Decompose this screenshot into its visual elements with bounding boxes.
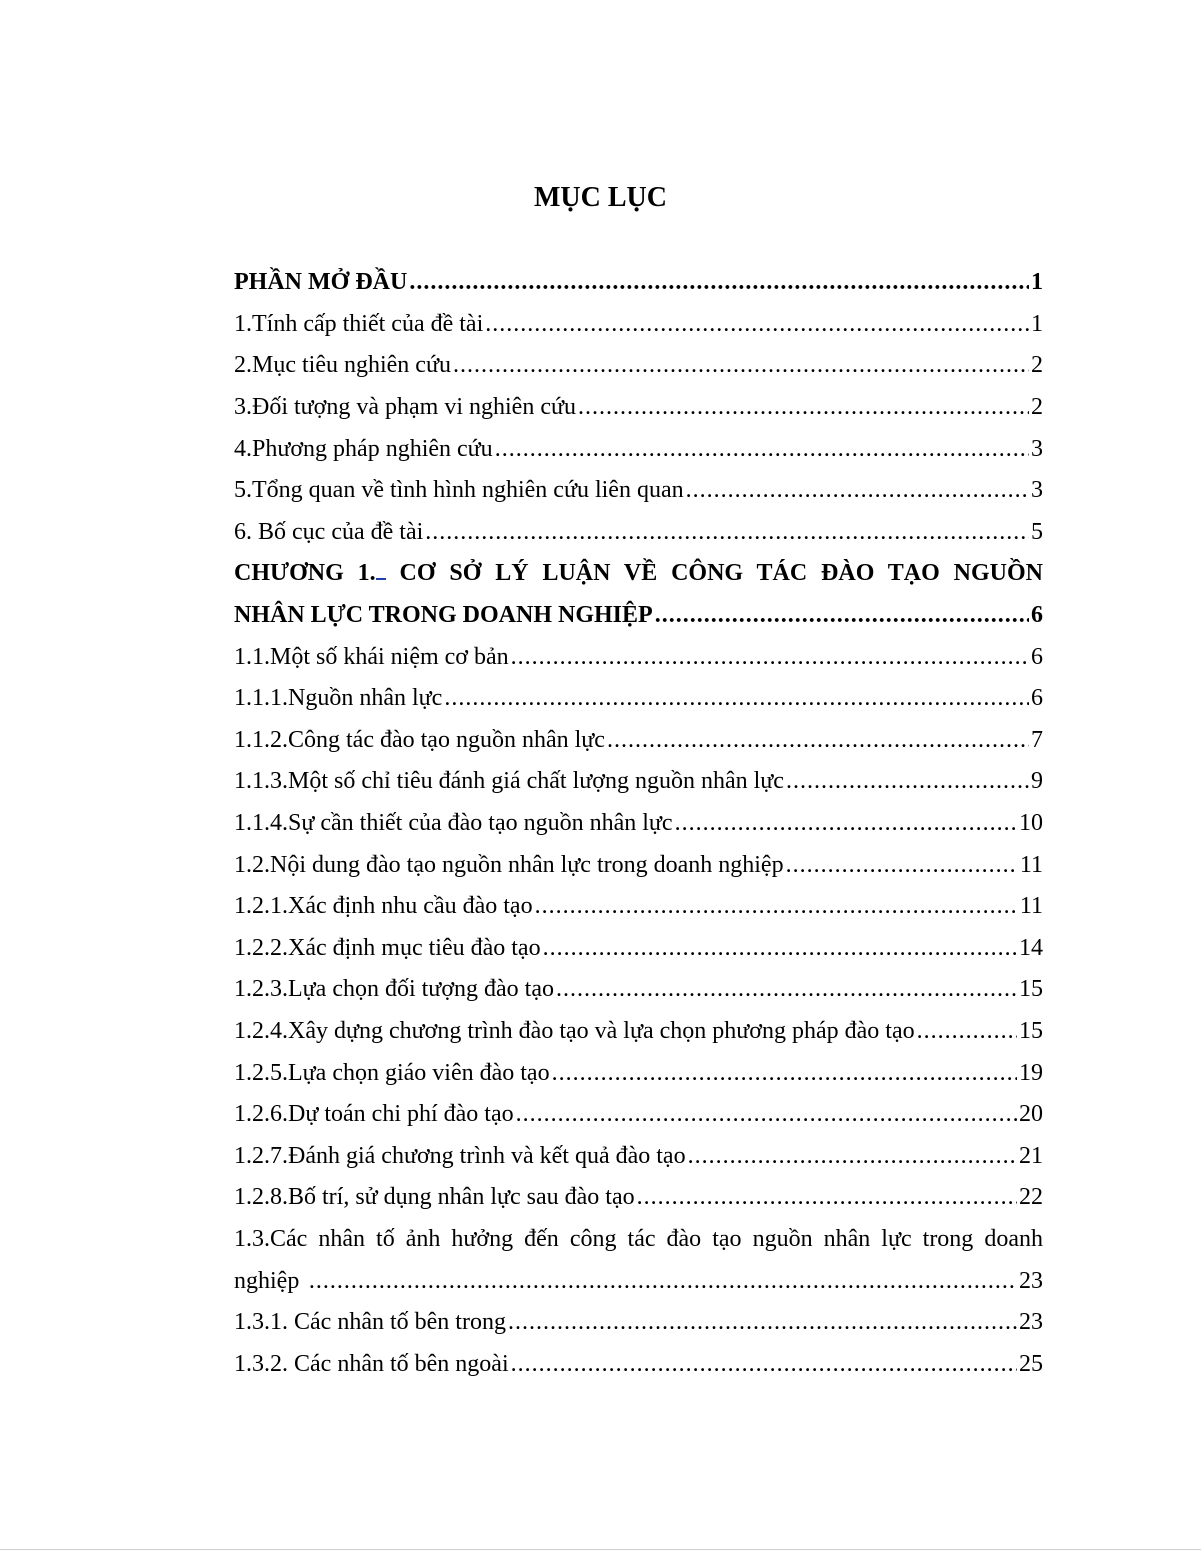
- toc-entry[interactable]: [234, 678, 1043, 720]
- toc-entry-label: 6. Bố cục của đề tài: [234, 518, 424, 545]
- toc-entry[interactable]: [234, 262, 1043, 304]
- toc-leader-dots: [508, 1309, 1017, 1336]
- toc-entry[interactable]: [234, 1260, 1043, 1302]
- toc-entry-label: 1.1.3.Một số chỉ tiêu đánh giá chất lượng nguồn nhân lực: [234, 768, 784, 795]
- toc-leader-dots: [578, 394, 1029, 421]
- toc-entry-label: 1.2.8.Bố trí, sử dụng nhân lực sau đào tạo: [234, 1184, 635, 1211]
- toc-leader-dots: [637, 1184, 1017, 1211]
- page-bottom-edge: [0, 1549, 1201, 1550]
- toc-entry-label: 1.1.1.Nguồn nhân lực: [234, 685, 443, 712]
- toc-leader-dots: [686, 477, 1029, 504]
- toc-entry[interactable]: [234, 345, 1043, 387]
- toc-entry-label: 1.2.2.Xác định mục tiêu đào tạo: [234, 934, 541, 961]
- section-title: 1.3.Các nhân tố ảnh hưởng đến công tác đào tạo nguồn nhân lực trong doanh: [234, 1225, 1043, 1252]
- toc-entry[interactable]: [234, 761, 1043, 803]
- text-cursor-mark: [376, 558, 386, 580]
- toc-chapter-heading-line1[interactable]: [234, 553, 1043, 595]
- toc-entry-page: 7: [1031, 726, 1043, 753]
- toc-entry[interactable]: [234, 928, 1043, 970]
- toc-entry-page: 11: [1019, 851, 1043, 878]
- toc-entry-page: 2: [1031, 352, 1043, 379]
- toc-entry-label: 1.2.1.Xác định nhu cầu đào tạo: [234, 893, 533, 920]
- toc-entry-page: 6: [1031, 685, 1043, 712]
- toc-entry-label: PHẦN MỞ ĐẦU: [234, 269, 408, 296]
- toc-entry-page: 5: [1031, 518, 1043, 545]
- toc-entry[interactable]: [234, 1343, 1043, 1385]
- toc-leader-dots: [786, 852, 1018, 879]
- toc-entry-label: 1.2.3.Lựa chọn đối tượng đào tạo: [234, 976, 554, 1003]
- toc-leader-dots: [495, 436, 1029, 463]
- toc-entry-label: 1.1.Một số khái niệm cơ bản: [234, 643, 509, 670]
- toc-entry-page: 1: [1031, 269, 1043, 296]
- chapter-title: CƠ SỞ LÝ LUẬN VỀ CÔNG TÁC ĐÀO TẠO NGUỒN: [399, 560, 1044, 587]
- toc-entry[interactable]: [234, 512, 1043, 554]
- toc-leader-dots: [675, 810, 1017, 837]
- toc-leader-dots: [453, 352, 1029, 379]
- toc-leader-dots: [309, 1268, 1017, 1295]
- toc-entry-page: 19: [1019, 1059, 1043, 1086]
- toc-entry-label: 4.Phương pháp nghiên cứu: [234, 435, 493, 462]
- toc-entry-label: 1.2.6.Dự toán chi phí đào tạo: [234, 1101, 514, 1128]
- toc-title: MỤC LỤC: [534, 182, 667, 213]
- toc-entry-page: 6: [1031, 643, 1043, 670]
- toc-entry-page: 3: [1031, 477, 1043, 504]
- toc-entry-label: 3.Đối tượng và phạm vi nghiên cứu: [234, 394, 576, 421]
- table-of-contents: [234, 262, 1043, 1385]
- toc-entry-label: 1.1.4.Sự cần thiết của đào tạo nguồn nhân lực: [234, 810, 673, 837]
- toc-entry[interactable]: [234, 428, 1043, 470]
- toc-leader-dots: [607, 727, 1029, 754]
- toc-entry-page: 6: [1031, 602, 1043, 629]
- toc-leader-dots: [556, 976, 1017, 1003]
- toc-entry-page: 15: [1019, 976, 1043, 1003]
- toc-entry-label: 1.2.7.Đánh giá chương trình và kết quả đào tạo: [234, 1142, 686, 1169]
- toc-entry-page: 3: [1031, 435, 1043, 462]
- toc-entry-page: 2: [1031, 394, 1043, 421]
- toc-leader-dots: [535, 893, 1018, 920]
- toc-entry-label: NHÂN LỰC TRONG DOANH NGHIỆP: [234, 602, 653, 629]
- toc-entry[interactable]: [234, 803, 1043, 845]
- toc-entry[interactable]: [234, 1177, 1043, 1219]
- toc-leader-dots: [917, 1018, 1017, 1045]
- toc-entry-page: 22: [1019, 1184, 1043, 1211]
- toc-entry-label: 5.Tổng quan về tình hình nghiên cứu liên quan: [234, 477, 684, 504]
- toc-leader-dots: [511, 644, 1029, 671]
- toc-entry-page: 20: [1019, 1101, 1043, 1128]
- toc-entry[interactable]: [234, 636, 1043, 678]
- toc-entry-page: 14: [1019, 934, 1043, 961]
- toc-entry[interactable]: [234, 470, 1043, 512]
- toc-entry-page: 21: [1019, 1142, 1043, 1169]
- toc-entry-page: 1: [1031, 310, 1043, 337]
- toc-entry[interactable]: [234, 1302, 1043, 1344]
- toc-entry[interactable]: [234, 1135, 1043, 1177]
- toc-leader-dots: [485, 311, 1029, 338]
- toc-leader-dots: [511, 1351, 1017, 1378]
- toc-entry-page: 23: [1019, 1309, 1043, 1336]
- toc-entry-page: 15: [1019, 1017, 1043, 1044]
- toc-entry[interactable]: [234, 595, 1043, 637]
- chapter-number: CHƯƠNG 1.: [234, 560, 376, 587]
- toc-entry[interactable]: [234, 1052, 1043, 1094]
- toc-leader-dots: [552, 1060, 1017, 1087]
- toc-entry[interactable]: [234, 886, 1043, 928]
- toc-entry[interactable]: [234, 304, 1043, 346]
- toc-leader-dots: [444, 685, 1029, 712]
- toc-entry-page: 11: [1019, 893, 1043, 920]
- toc-entry-label: 1.Tính cấp thiết của đề tài: [234, 310, 484, 337]
- toc-entry[interactable]: [234, 969, 1043, 1011]
- toc-leader-dots: [688, 1143, 1017, 1170]
- toc-leader-dots: [655, 602, 1029, 629]
- toc-entry[interactable]: [234, 720, 1043, 762]
- toc-section-heading-line1[interactable]: [234, 1219, 1043, 1261]
- toc-entry-page: 23: [1019, 1267, 1043, 1294]
- toc-entry-label: 1.2.Nội dung đào tạo nguồn nhân lực trong doanh nghiệp: [234, 851, 784, 878]
- toc-entry-page: 25: [1019, 1350, 1043, 1377]
- toc-entry[interactable]: [234, 387, 1043, 429]
- toc-entry-label: 2.Mục tiêu nghiên cứu: [234, 352, 451, 379]
- toc-entry-label: nghiệp: [234, 1267, 300, 1294]
- toc-entry-page: 10: [1019, 810, 1043, 837]
- toc-entry[interactable]: [234, 1094, 1043, 1136]
- toc-entry[interactable]: [234, 1011, 1043, 1053]
- toc-entry-page: 9: [1031, 768, 1043, 795]
- toc-entry[interactable]: [234, 844, 1043, 886]
- toc-entry-label: 1.2.5.Lựa chọn giáo viên đào tạo: [234, 1059, 550, 1086]
- toc-entry-label: 1.2.4.Xây dựng chương trình đào tạo và lựa chọn phương pháp đào tạo: [234, 1017, 915, 1044]
- toc-entry-label: 1.3.1. Các nhân tố bên trong: [234, 1309, 506, 1336]
- toc-entry-label: 1.3.2. Các nhân tố bên ngoài: [234, 1350, 509, 1377]
- toc-leader-dots: [516, 1101, 1017, 1128]
- toc-leader-dots: [425, 519, 1029, 546]
- toc-leader-dots: [543, 935, 1017, 962]
- toc-entry-label: 1.1.2.Công tác đào tạo nguồn nhân lực: [234, 726, 605, 753]
- toc-leader-dots: [409, 269, 1029, 296]
- toc-leader-dots: [786, 768, 1029, 795]
